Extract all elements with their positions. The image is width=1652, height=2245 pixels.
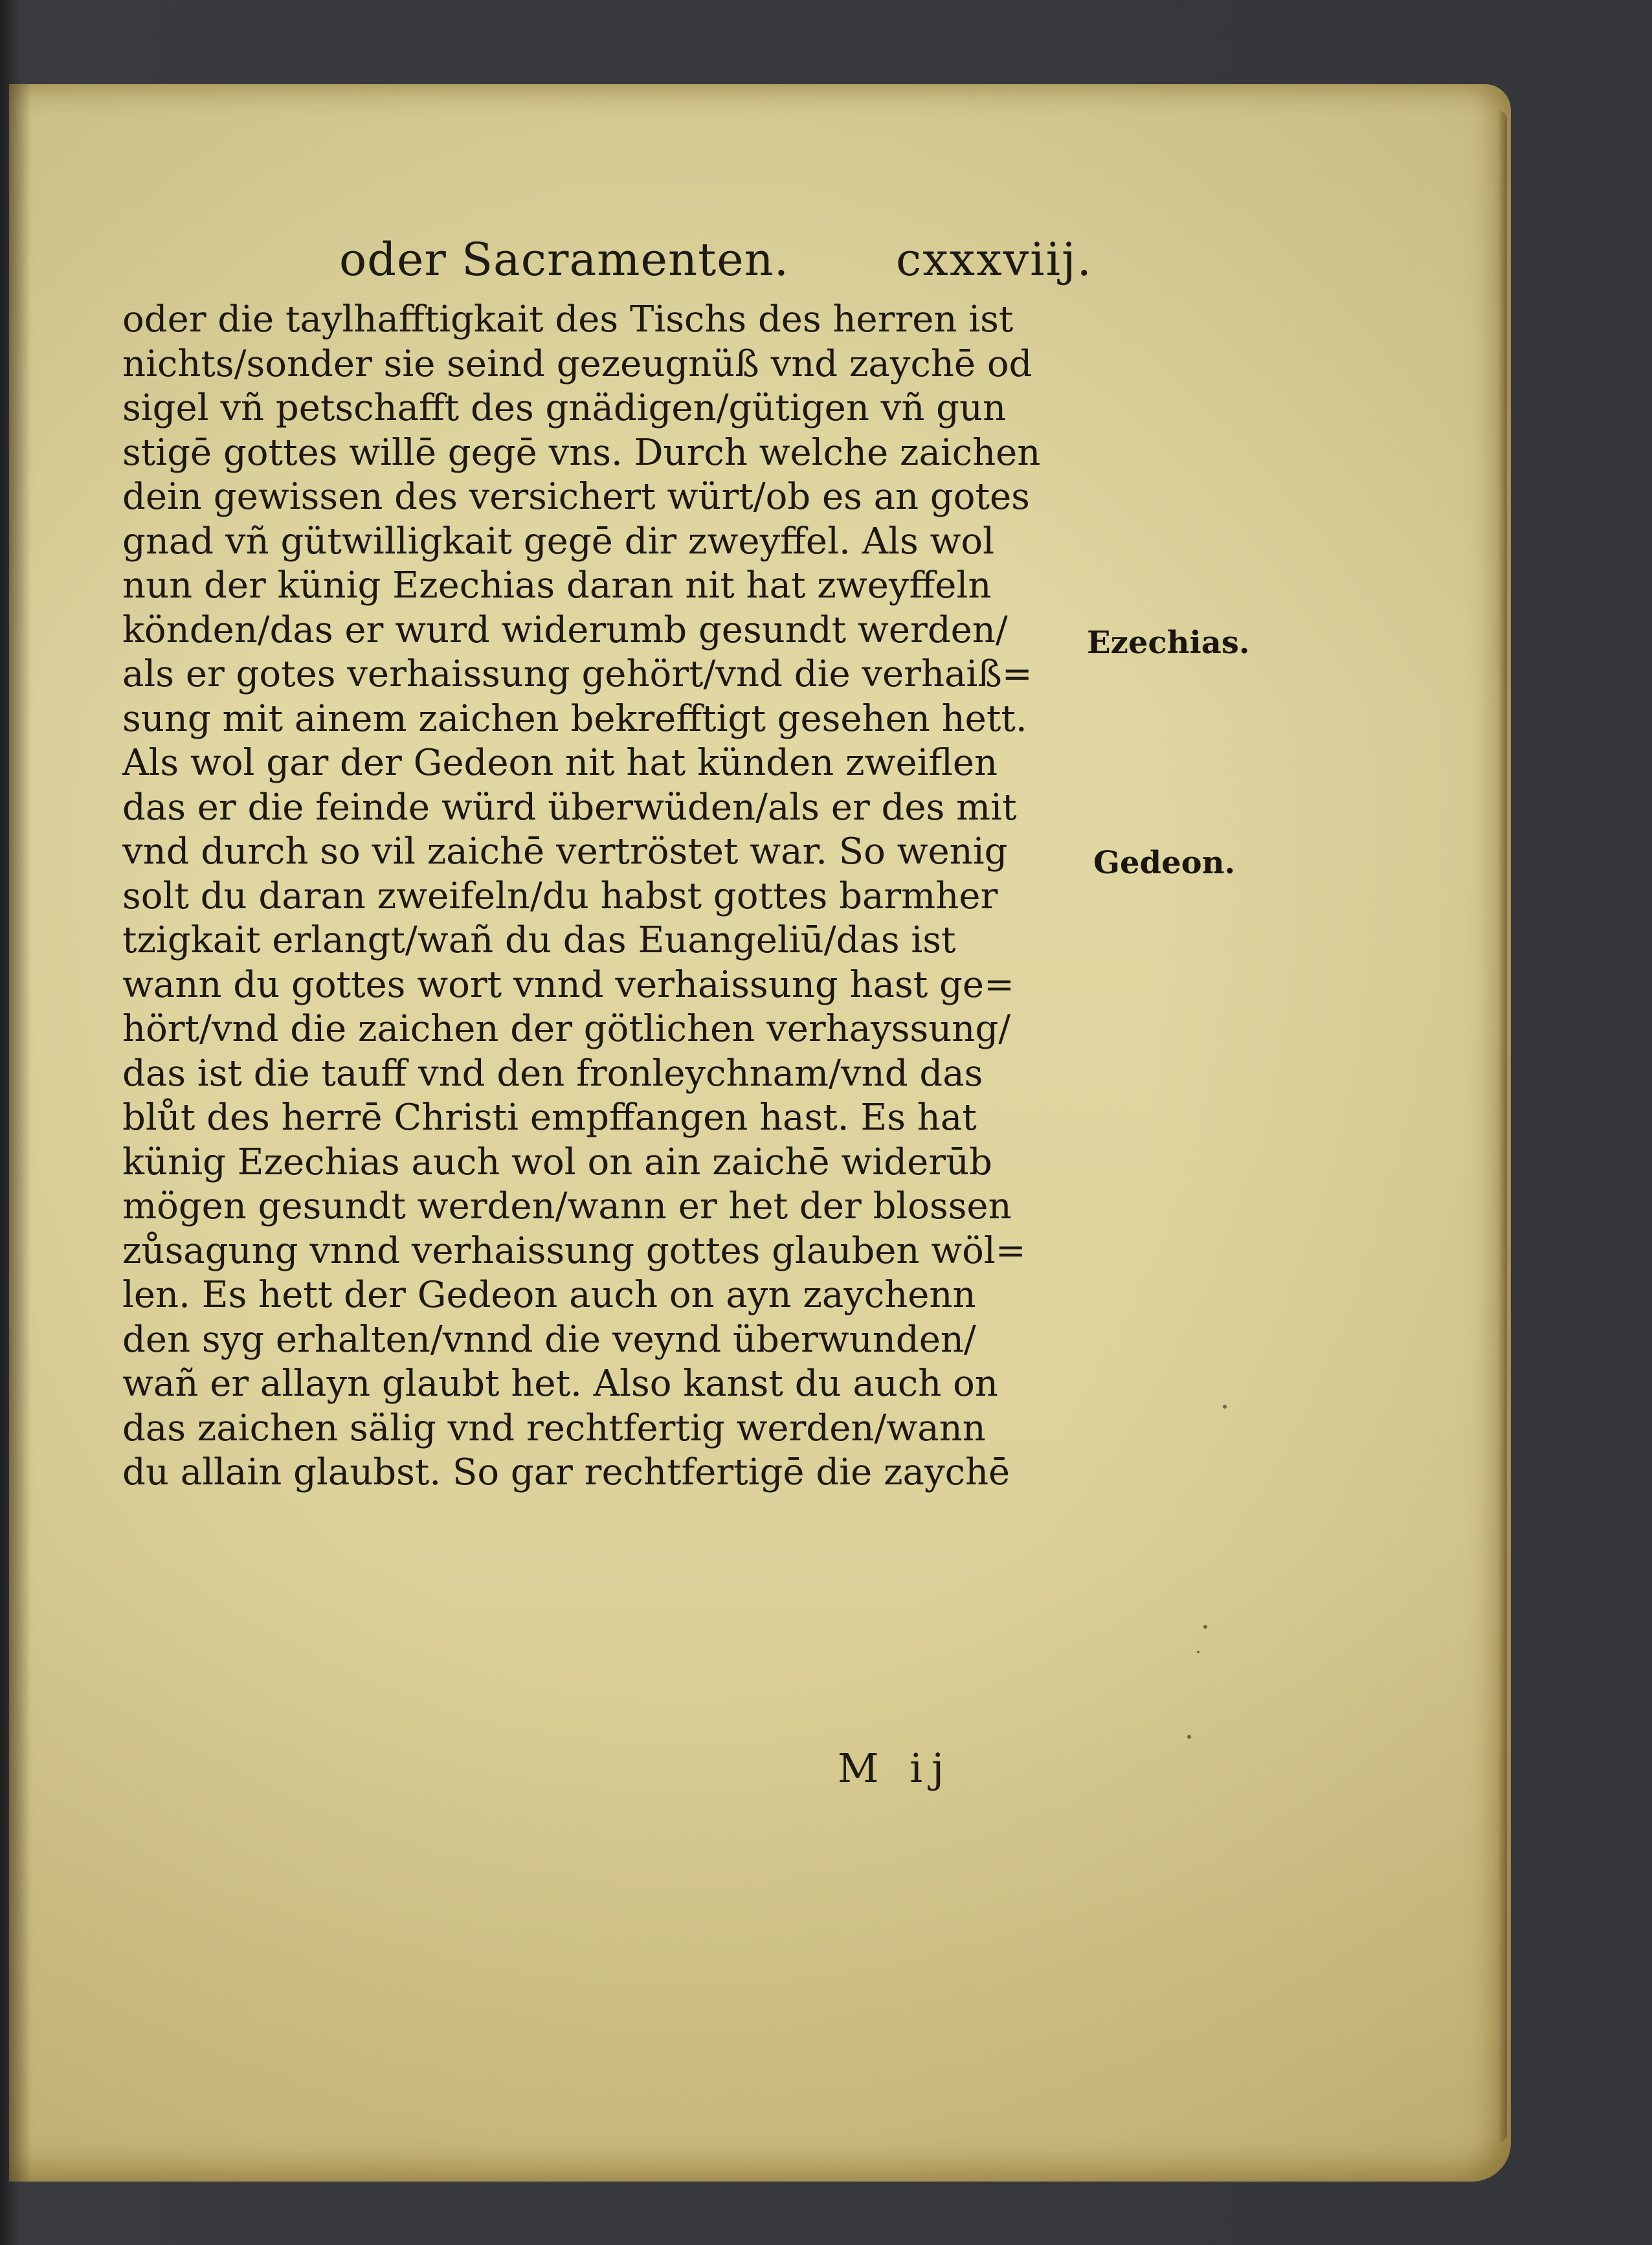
text-line: vnd durch so vil zaichē vertröstet war. So wenig xyxy=(122,831,1008,873)
ink-fleck xyxy=(1197,1651,1200,1653)
folio-number: cxxxviij. xyxy=(896,233,1093,286)
text-line: das ist die tauff vnd den fronleychnam/vnd das xyxy=(122,1052,983,1095)
text-line: gnad vñ gütwilligkait gegē dir zweyffel. Als wol xyxy=(122,520,995,563)
text-line: blůt des herrē Christi empffangen hast. Es hat xyxy=(122,1097,977,1139)
text-line: stigē gottes willē gegē vns. Durch welche zaichen xyxy=(122,431,1041,474)
marginal-note-ezechias: Ezechias. xyxy=(1087,625,1250,661)
text-line: könden/das er wurd widerumb gesundt werden/ xyxy=(122,609,1008,651)
ink-fleck xyxy=(1187,1735,1191,1739)
book-page xyxy=(9,84,1511,2182)
running-head-title: oder Sacramenten. xyxy=(339,233,789,286)
text-line: nichts/sonder sie seind gezeugnüß vnd zaychē od xyxy=(122,342,1032,385)
text-line: mögen gesundt werden/wann er het der blossen xyxy=(122,1185,1012,1227)
text-line: oder die taylhafftigkait des Tischs des herren ist xyxy=(122,298,1014,341)
text-line: das er die feinde würd überwüden/als er des mit xyxy=(122,786,1017,829)
text-line: künig Ezechias auch wol on ain zaichē widerūb xyxy=(122,1141,992,1183)
body-text xyxy=(122,298,1132,1495)
ink-fleck xyxy=(1203,1625,1207,1629)
text-line: tzigkait erlangt/wañ du das Euangeliū/das ist xyxy=(122,919,956,961)
text-line: len. Es hett der Gedeon auch on ayn zaychenn xyxy=(122,1274,976,1316)
text-line: wañ er allayn glaubt het. Also kanst du auch on xyxy=(122,1363,998,1405)
text-line: dein gewissen des versichert würt/ob es an gotes xyxy=(122,476,1030,518)
marginal-note-gedeon: Gedeon. xyxy=(1093,845,1236,881)
signature-mark: M ij xyxy=(838,1745,954,1792)
text-line: sigel vñ petschafft des gnädigen/gütigen vñ gun xyxy=(122,387,1007,429)
text-line: wann du gottes wort vnnd verhaissung hast ge= xyxy=(122,963,1014,1006)
text-line: das zaichen sälig vnd rechtfertig werden/wann xyxy=(122,1407,986,1449)
text-line: hört/vnd die zaichen der götlichen verhayssung/ xyxy=(122,1008,1011,1050)
text-line: zůsagung vnnd verhaissung gottes glauben wöl= xyxy=(122,1229,1026,1272)
text-line: den syg erhalten/vnnd die veynd überwunden/ xyxy=(122,1318,976,1361)
text-line: nun der künig Ezechias daran nit hat zweyffeln xyxy=(122,564,992,607)
ink-fleck xyxy=(1223,1405,1227,1409)
text-line: solt du daran zweifeln/du habst gottes barmher xyxy=(122,875,998,917)
text-line: als er gotes verhaissung gehört/vnd die verhaiß= xyxy=(122,653,1032,695)
text-line: sung mit ainem zaichen bekrefftigt gesehen hett. xyxy=(122,697,1027,740)
text-line: du allain glaubst. So gar rechtfertigē die zaychē xyxy=(122,1451,1010,1493)
text-line: Als wol gar der Gedeon nit hat künden zweiflen xyxy=(122,742,998,784)
